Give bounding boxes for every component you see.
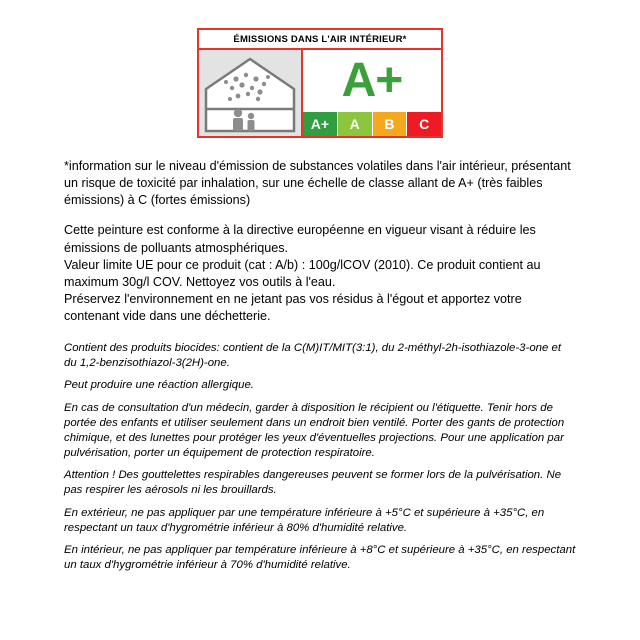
warning-allergic: Peut produire une réaction allergique.: [64, 379, 254, 392]
emission-label-title: ÉMISSIONS DANS L'AIR INTÉRIEUR*: [233, 34, 407, 45]
emission-label-body: [199, 48, 441, 136]
grade-scale: [303, 112, 441, 136]
grade-scale-c: C: [407, 112, 441, 136]
emission-label-container: [0, 0, 640, 138]
house-icon: [202, 53, 298, 135]
grade-value: A+: [341, 54, 403, 107]
grade-cell: [303, 50, 441, 136]
directive-paragraph: Cette peinture est conforme à la directive européenne en vigueur visant à réduire les émissions de polluants atmosphériques.: [64, 223, 536, 255]
grade-scale-aplus: A+: [303, 112, 338, 136]
environment-paragraph: Préservez l'environnement en ne jetant pas vos résidus à l'égout et apportez votre contenant vide dans une déchetterie.: [64, 291, 522, 323]
grade-scale-a: A: [338, 112, 373, 136]
grade-scale-b: B: [373, 112, 408, 136]
footnote-paragraph: *information sur le niveau d'émission de substances volatiles dans l'air intérieur, présentant un risque de toxicité par inhalation, sur une échelle de classe allant de A+ (très faibles émissions) à C (fortes émissions): [64, 159, 571, 208]
warnings-block: [64, 341, 576, 573]
warning-medical: En cas de consultation d'un médecin, garder à disposition le récipient ou l'étiquette. Tenir hors de portée des enfants et utiliser seulement dans un endroit bien ventilé. Porter des gants de protection chimique, et des lunettes pour protéger les yeux d'éventuelles projections. Pour une application par pulvérisation, porter un équipement de protection respiratoire.: [64, 401, 565, 460]
document-content: [0, 138, 640, 573]
warning-biocides: Contient des produits biocides: contient de la C(M)IT/MIT(3:1), du 2-méthyl-2h-isothiazole-3-one et du 1,2-benzisothiazol-3(2H)-one.: [64, 342, 561, 370]
warning-exterior: En extérieur, ne pas appliquer par une température inférieure à +5°C et supérieure à +35°C, en respectant un taux d'hygrométrie inférieur à 80% d'humidité relative.: [64, 506, 545, 534]
house-pictogram-cell: [199, 50, 303, 136]
warning-droplets: Attention ! Des gouttelettes respirables dangereuses peuvent se former lors de la pulvérisation. Ne pas respirer les aérosols ni les brouillards.: [64, 469, 562, 497]
emission-label: [197, 28, 443, 138]
warning-interior: En intérieur, ne pas appliquer par température inférieure à +8°C et supérieure à +35°C, en respectant un taux d'hygrométrie inférieur à 70% d'humidité relative.: [64, 543, 576, 571]
limit-paragraph: Valeur limite UE pour ce produit (cat : A/b) : 100g/lCOV (2010). Ce produit contient au maximum 30g/l COV. Nettoyez vos outils à l'eau.: [64, 257, 541, 289]
